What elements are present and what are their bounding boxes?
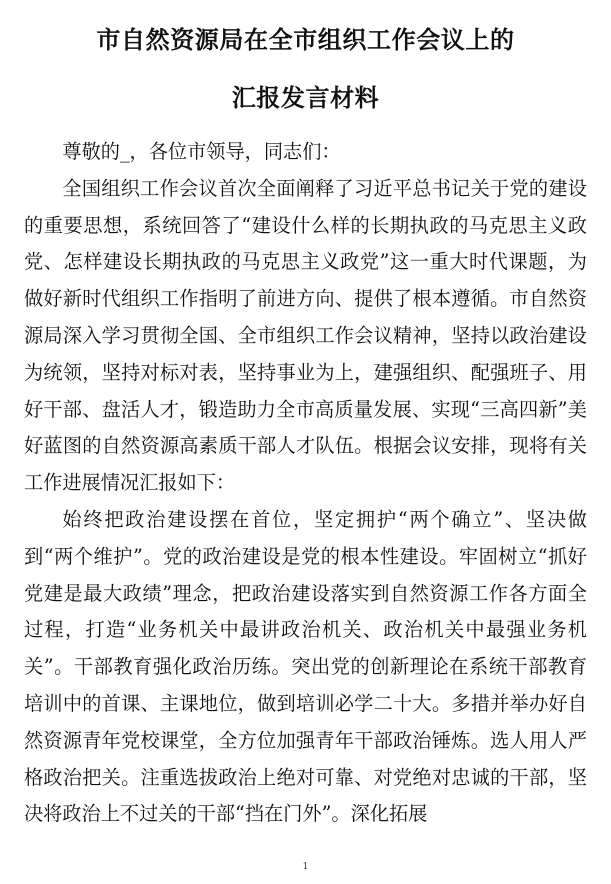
document-title [24, 14, 587, 124]
title-line-1: 市自然资源局在全市组织工作会议上的 [96, 25, 515, 54]
salutation-paragraph: 尊敬的_，各位市领导，同志们： [62, 140, 341, 163]
title-line-2: 汇报发言材料 [231, 83, 380, 112]
document-body [24, 134, 587, 833]
intro-paragraph: 全国组织工作会议首次全面阐释了习近平总书记关于党的建设的重要思想，系统回答了“建设什么样的长期执政的马克思主义政党、怎样建设长期执政的马克思主义政党”这一重大时代课题，为做好新时代组织工作指明了前进方向、提供了根本遵循。市自然资源局深入学习贯彻全国、全市组织工作会议精神，坚持以政治建设为统领，坚持对标对表，坚持事业为上，建强组织、配强班子、用好干部、盘活人才，锻造助力全市高质量发展、实现“三高四新”美好蓝图的自然资源高素质干部人才队伍。根据会议安排，现将有关工作进展情况汇报如下： [24, 176, 587, 495]
body-paragraph: 始终把政治建设摆在首位，坚定拥护“两个确立”、坚决做到“两个维护”。党的政治建设是党的根本性建设。牢固树立“抓好党建是最大政绩”理念，把政治建设落实到自然资源工作各方面全过程，打造“业务机关中最讲政治机关、政治机关中最强业务机关”。干部教育强化政治历练。突出党的创新理论在系统干部教育培训中的首课、主课地位，做到培训必学二十大。多措并举办好自然资源青年党校课堂，全方位加强青年干部政治锤炼。选人用人严格政治把关。注重选拔政治上绝对可靠、对党绝对忠诚的干部，坚决将政治上不过关的干部“挡在门外”。深化拓展 [24, 507, 587, 826]
page-number: 1 [302, 862, 309, 872]
